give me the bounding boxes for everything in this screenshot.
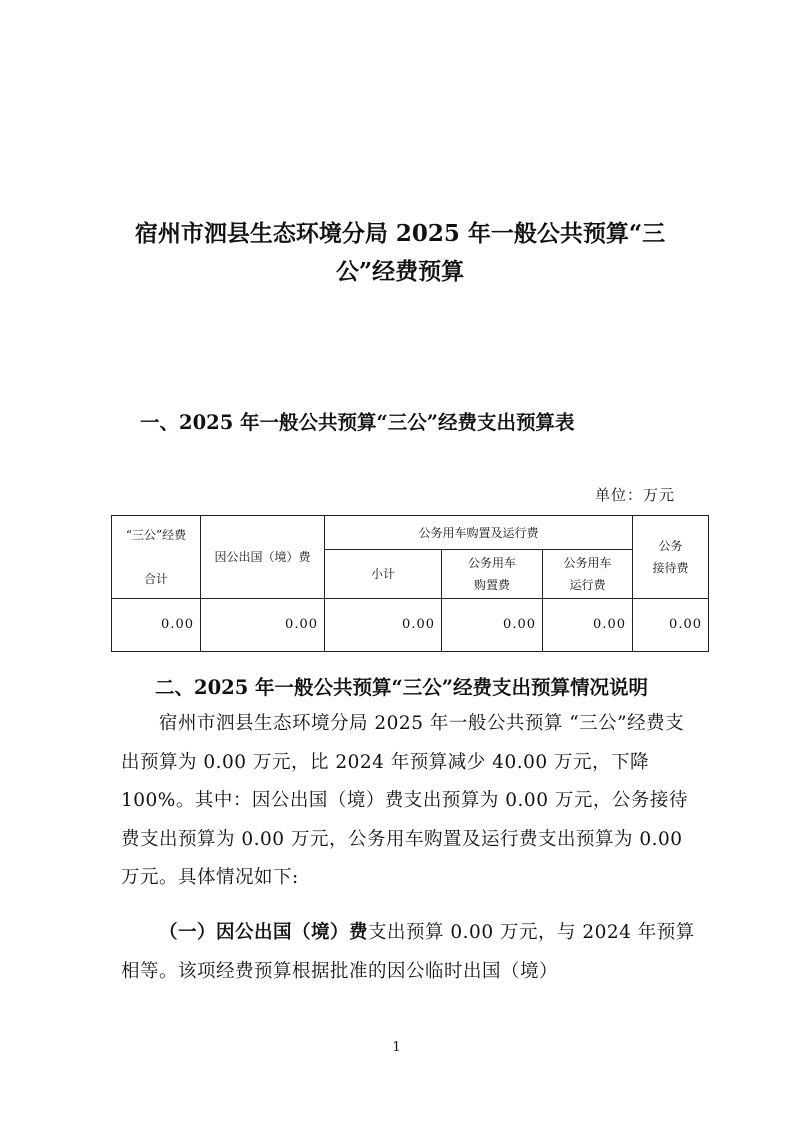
subsection-abroad — [121, 914, 696, 991]
document-title — [100, 215, 700, 291]
value-total: 0.00 — [112, 599, 201, 652]
unit-label: 单位：万元 — [594, 486, 675, 504]
header-vehicle-operation — [543, 550, 633, 599]
header-total — [112, 516, 201, 599]
value-reception: 0.00 — [633, 599, 709, 652]
value-vehicle-subtotal: 0.00 — [325, 599, 442, 652]
value-vehicle-purchase: 0.00 — [442, 599, 543, 652]
header-vehicle-operation-line1: 公务用车 — [563, 556, 612, 570]
header-total-line1: “三公”经费 — [125, 528, 187, 542]
header-vehicle-group: 公务用车购置及运行费 — [325, 516, 633, 550]
header-total-line2: 合计 — [143, 572, 168, 586]
subsection-abroad-lead: （一）因公出国（境）费 — [159, 922, 369, 943]
explanation-paragraph — [121, 705, 696, 898]
value-vehicle-operation: 0.00 — [543, 599, 633, 652]
budget-table — [111, 515, 709, 652]
table-row — [112, 599, 709, 652]
section1-heading: 一、2025 年一般公共预算“三公”经费支出预算表 — [140, 411, 575, 434]
header-reception — [633, 516, 709, 599]
title-line-1: 宿州市泗县生态环境分局 2025 年一般公共预算“三 — [134, 220, 666, 247]
header-vehicle-purchase — [442, 550, 543, 599]
header-vehicle-purchase-line1: 公务用车 — [467, 556, 516, 570]
header-abroad: 因公出国（境）费 — [201, 516, 325, 599]
header-vehicle-purchase-line2: 购置费 — [473, 578, 510, 592]
title-line-2: 公”经费预算 — [335, 258, 465, 285]
page-number: 1 — [392, 1040, 401, 1055]
table-header-row-1 — [112, 516, 709, 550]
header-reception-line1: 公务 — [658, 539, 683, 553]
header-vehicle-subtotal: 小计 — [325, 550, 442, 599]
value-abroad: 0.00 — [201, 599, 325, 652]
subsection-abroad-text: 支出预算 0.00 万元，与 2024 年预算相等。该项经费预算根据批准的因公临时出国（境） — [121, 922, 695, 982]
section2-heading: 二、2025 年一般公共预算“三公”经费支出预算情况说明 — [155, 676, 648, 699]
header-reception-line2: 接待费 — [652, 561, 689, 575]
header-vehicle-operation-line2: 运行费 — [569, 578, 606, 592]
explanation-text: 宿州市泗县生态环境分局 2025 年一般公共预算 “三公”经费支出预算为 0.00 万元，比 2024 年预算减少 40.00 万元，下降 100%。其中：因公出国（境）费支出预算为 0.00 万元，公务接待费支出预算为 0.00 万元，公务用车购置及运行费支出预算为 0.00 万元。具体情况如下: — [121, 713, 688, 888]
